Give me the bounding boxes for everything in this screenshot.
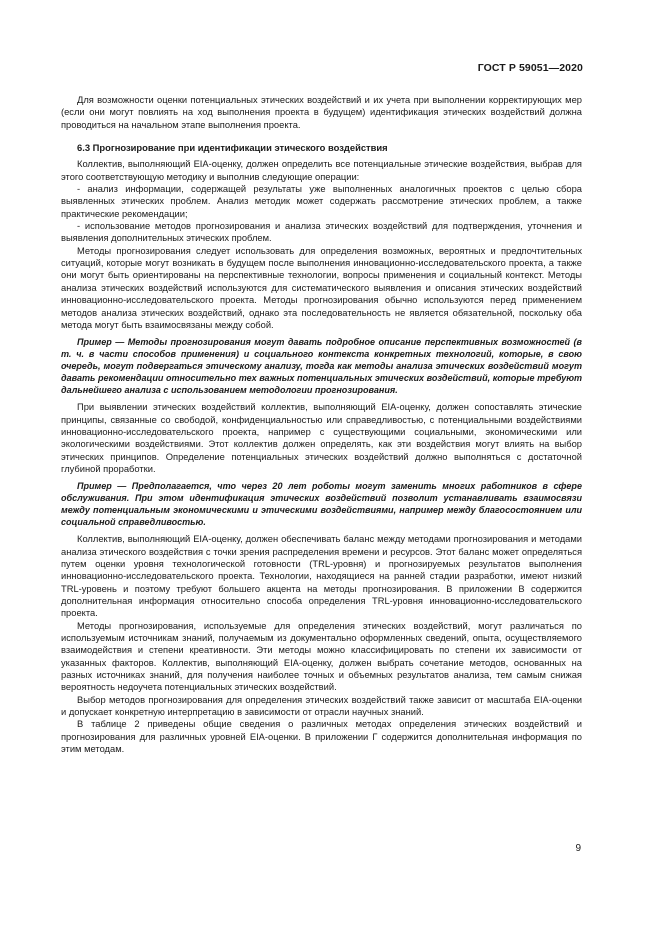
bullet-item: - использование методов прогнозирования и анализа этических воздействий для подтверждения, уточнения и выявления дополнительных этических проблем. — [61, 221, 582, 244]
paragraph-method-selection: Выбор методов прогнозирования для определения этических воздействий также зависит от масштаба EIA-оценки и допускает конкретную интерпретацию в зависимости от отрасли научных знаний. — [61, 694, 582, 718]
intro-paragraph: Для возможности оценки потенциальных этических воздействий и их учета при выполнении корректирующих мер (если они могут повлиять на ход выполнения проекта в будущем) идентификация этических воздействий должна проводиться на начальном этапе выполнения проекта. — [61, 95, 582, 130]
paragraph-forecasting-methods: Методы прогнозирования следует использовать для определения возможных, вероятных и предпочтительных ситуаций, которые могут возникать в будущем после выполнения инновационно-исследовательского проекта, а также они могут быть ориентированы на перспективные технологии, вопросы применения и социальный контекст. Методы анализа этических воздействий используются для систематического выявления и описания этических воздействий инновационно-исследовательского проекта. Методы прогнозирования обычно используются перед применением методов анализа этических воздействий, однако эта последовательность не является обязательной, поскольку оба метода могут быть взаимосвязаны между собой. — [61, 245, 582, 330]
section-heading: 6.3 Прогнозирование при идентификации этического воздействия — [77, 142, 388, 154]
paragraph-table-reference: В таблице 2 приведены общие сведения о различных методах определения этических воздействий и прогнозирования для различных уровней EIA-оценки. В приложении Г содержится дополнительная информация по этим методам. — [61, 719, 582, 755]
example-block: Пример — Методы прогнозирования могут давать подробное описание перспективных возможностей (в т. ч. в части способов применения) и социального контекста конкретных технологий, которые, в свою очередь, могут подвергаться этическому анализу, тогда как методы анализа этических воздействий могут давать рекомендации относительно тех важных потенциальных этических воздействий, которые требуют дальнейшего анализа с использованием методологии прогнозирования. — [61, 337, 582, 396]
paragraph-balance: Коллектив, выполняющий EIA-оценку, должен обеспечивать баланс между методами прогнозирования и методами анализа этического воздействия с точки зрения распределения времени и ресурсов. Этот баланс может определяться путем оценки уровня технологической готовности (TRL-уровня) и прогнозируемых результатов выполнения инновационно-исследовательского проекта. Технологии, находящиеся на ранней стадии разработки, имеют низкий TRL-уровень и поэтому требуют большего акцента на методы прогнозирования. В приложении В содержится дополнительная информация относительно способа определения TRL-уровня инновационно-исследовательского проекта. — [61, 534, 582, 619]
paragraph-method-classification: Методы прогнозирования, используемые для определения этических воздействий, могут различаться по используемым источникам знаний, получаемым из документально оформленных сведений, опыта, осуществляемого взаимодействия и степени креативности. Эти методы можно классифицировать по степени их зависимости от указанных факторов. Коллектив, выполняющий EIA-оценку, должен выбрать сочетание методов, основанных на разных источниках знаний, для получения наиболее точных и объемных результатов анализа, тем самым снижая вероятность недоучета потенциальных этических воздействий. — [61, 620, 582, 693]
document-body — [61, 94, 582, 755]
example-block: Пример — Предполагается, что через 20 лет роботы могут заменить многих работников в сфере обслуживания. При этом идентификация этических воздействий позволит устанавливать взаимосвязи между потенциальным экономическими и этическими воздействиями, например между благосостоянием или социальной справедливостью. — [61, 481, 582, 528]
document-code: ГОСТ Р 59051—2020 — [477, 62, 583, 74]
paragraph-team-operations: Коллектив, выполняющий EIA-оценку, должен определить все потенциальные этические воздействия, выбрав для этого соответствующую методику и выполнив следующие операции: — [61, 159, 582, 182]
bullet-item: - анализ информации, содержащей результаты уже выполненных аналогичных проектов с целью сбора выявленных этических проблем. Анализ методик может содержать рассмотрение этических проблем, а также практические рекомендации; — [61, 184, 582, 219]
page-number: 9 — [575, 843, 581, 854]
paragraph-identification: При выявлении этических воздействий коллектив, выполняющий EIA-оценку, должен сопоставлять этические принципы, связанные со свободой, конфиденциальностью или справедливостью, с потенциальными воздействиями инновационно-исследовательского проекта, например с существующими социальными, экономическими или экологическими воздействиями. Этот коллектив должен определять, как эти воздействия могут влиять на выбор этических принципов. Определение потенциальных этических воздействий должно выполняться с достаточной глубиной проработки. — [61, 402, 582, 474]
